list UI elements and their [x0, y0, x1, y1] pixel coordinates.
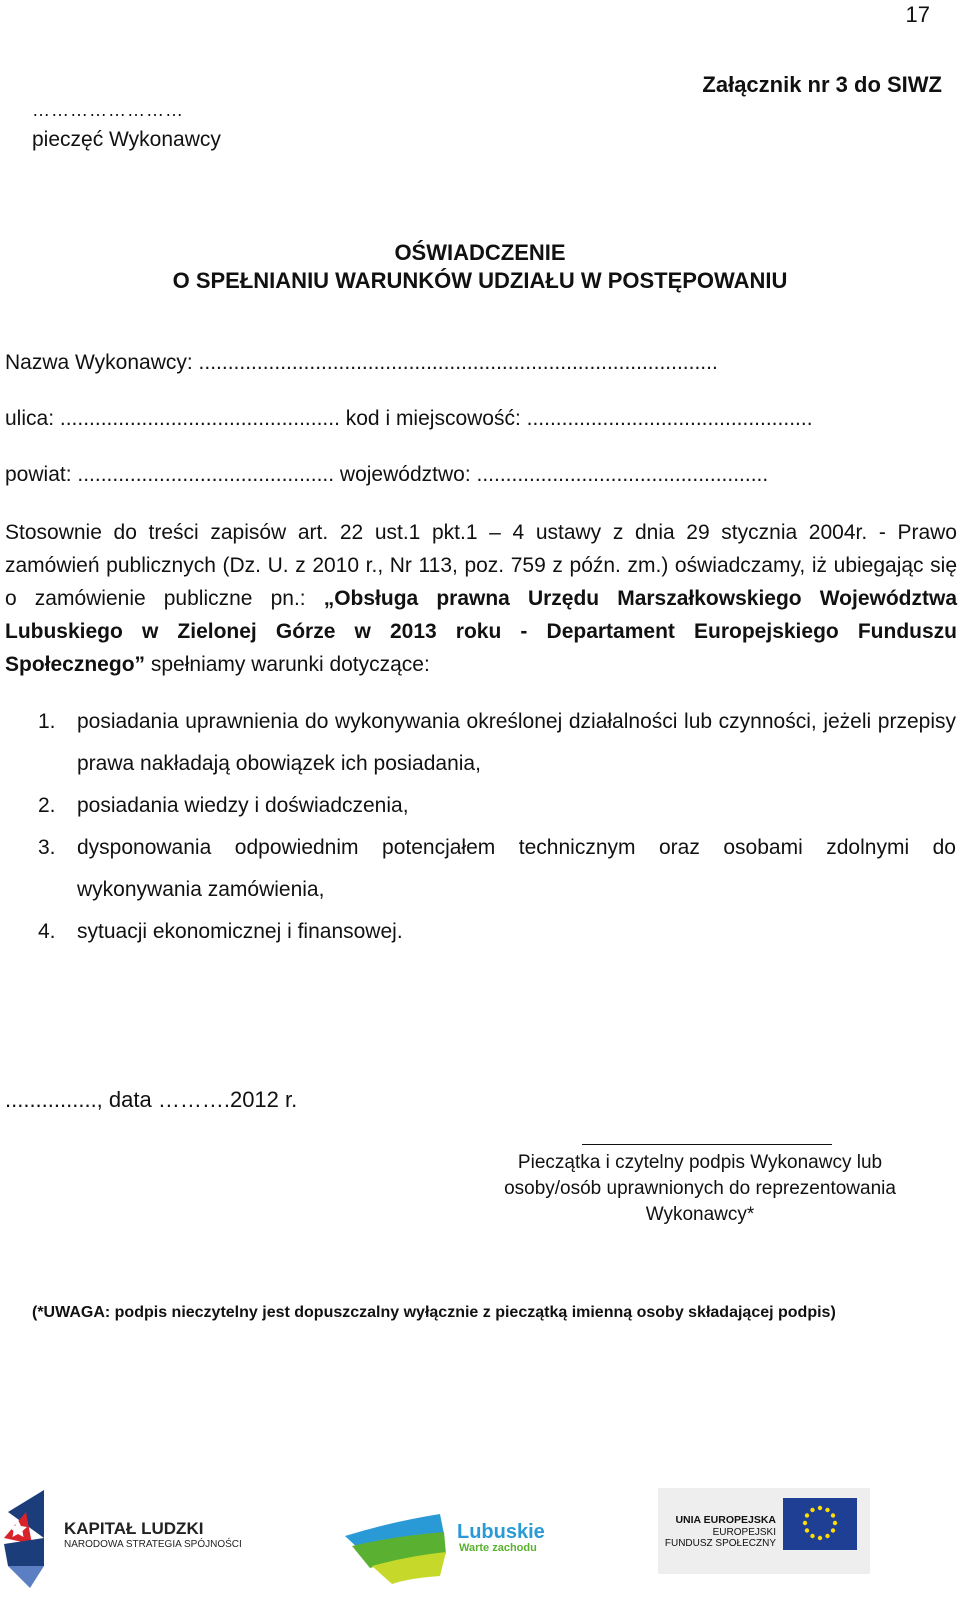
statement-subject: „Obsługa prawna Urzędu Marszałkowskiego Województwa Lubuskiego w Zielonej Górze w 2013 roku - Departament Europejskiego Funduszu Społecznego”	[5, 587, 957, 676]
list-number: 2.	[38, 794, 56, 817]
list-text: sytuacji ekonomicznej i finansowej.	[77, 920, 403, 943]
stamp-placeholder-dots: ……………………	[32, 100, 184, 120]
statement-intro: Stosownie do treści zapisów art. 22 ust.1 pkt.1 – 4 ustawy z dnia 29 stycznia 2004r. - Prawo zamówień publicznych (Dz. U. z 2010 r., Nr 113, poz. 759 z późn. zm.) oświadczamy, iż ubiegając się o zamówienie publiczne pn.:	[5, 521, 957, 610]
annex-label: Załącznik nr 3 do SIWZ	[702, 72, 942, 97]
eu-line-1: UNIA EUROPEJSKA	[675, 1514, 776, 1526]
conditions-list	[38, 701, 956, 953]
list-number: 4.	[38, 920, 56, 943]
list-item	[38, 701, 956, 785]
kl-flag-navy-shape	[4, 1538, 44, 1566]
document-subtitle: O SPEŁNIANIU WARUNKÓW UDZIAŁU W POSTĘPOWANIU	[172, 268, 788, 293]
kl-title: KAPITAŁ LUDZKI	[64, 1519, 204, 1538]
list-text: posiadania wiedzy i doświadczenia,	[77, 794, 409, 817]
document-title: OŚWIADCZENIE	[394, 240, 566, 265]
lubuskie-logo	[345, 1514, 545, 1584]
lubuskie-title: Lubuskie	[457, 1521, 545, 1543]
contractor-name-field: Nazwa Wykonawcy: .........................................................................................	[5, 351, 718, 374]
list-text: dysponowania odpowiednim potencjałem technicznym oraz osobami zdolnymi do wykonywania zamówienia,	[77, 836, 956, 901]
kapital-ludzki-logo	[4, 1490, 242, 1588]
signature-caption-line: Pieczątka i czytelny podpis Wykonawcy lub	[517, 1152, 883, 1173]
signature-caption-line: Wykonawcy*	[645, 1204, 755, 1225]
signature-note: (*UWAGA: podpis nieczytelny jest dopuszczalny wyłącznie z pieczątką imienną osoby składającej podpis)	[32, 1304, 836, 1321]
kl-flag-light-shape	[8, 1566, 44, 1588]
list-item	[38, 911, 956, 953]
list-item	[38, 827, 956, 911]
funding-logos-bar	[0, 1484, 960, 1597]
list-number: 1.	[38, 710, 56, 733]
list-number: 3.	[38, 836, 56, 859]
signature-caption	[500, 1150, 900, 1228]
stamp-label: pieczęć Wykonawcy	[32, 128, 221, 151]
statement-outro: spełniamy warunki dotyczące:	[145, 653, 430, 676]
kl-subtitle: NARODOWA STRATEGIA SPÓJNOŚCI	[64, 1539, 242, 1550]
lubuskie-subtitle: Warte zachodu	[459, 1542, 537, 1554]
page-number: 17	[905, 2, 930, 27]
date-line: ..............., data ……….2012 r.	[5, 1087, 298, 1112]
signature-line	[582, 1144, 832, 1145]
eu-efs-logo	[658, 1488, 870, 1574]
list-item	[38, 785, 956, 827]
signature-caption-line: osoby/osób uprawnionych do reprezentowania	[504, 1178, 896, 1199]
eu-line-2: EUROPEJSKI	[712, 1527, 776, 1538]
statement-paragraph	[5, 516, 957, 681]
district-voivodeship-field: powiat: ............................................ województwo: ..................................................	[5, 463, 769, 486]
eu-line-3: FUNDUSZ SPOŁECZNY	[664, 1538, 776, 1549]
street-postcode-field: ulica: ................................................ kod i miejscowość: .................................................	[5, 407, 813, 430]
list-text: posiadania uprawnienia do wykonywania określonej działalności lub czynności, jeżeli przepisy prawa nakładają obowiązek ich posiadania,	[77, 710, 956, 775]
